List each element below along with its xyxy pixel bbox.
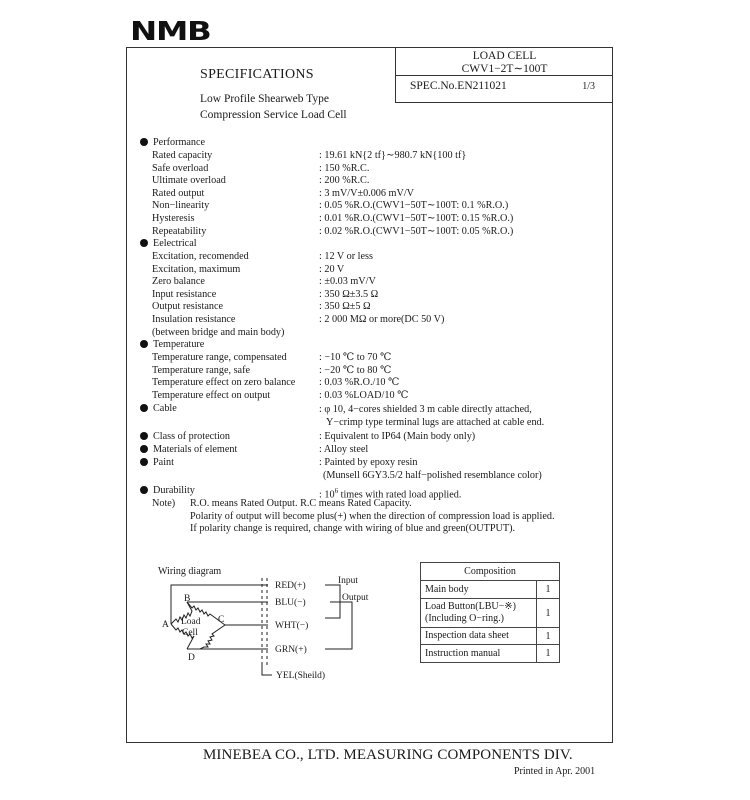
page-number: 1/3 bbox=[582, 81, 595, 92]
wiring-diagram bbox=[140, 570, 390, 685]
wiring-diagram-title: Wiring diagram bbox=[158, 566, 222, 577]
spec-label: Temperature range, compensated bbox=[152, 352, 287, 363]
spec-value: : 0.03 %LOAD/10 ℃ bbox=[319, 389, 409, 401]
bullet-icon bbox=[140, 486, 148, 494]
spec-number: SPEC.No.EN211021 bbox=[410, 80, 507, 92]
spec-label: Zero balance bbox=[152, 276, 205, 288]
node-b-label: B bbox=[184, 594, 191, 604]
spec-label: Excitation, recomended bbox=[152, 251, 249, 262]
red-wire-label: RED(+) bbox=[275, 581, 306, 591]
cable-value-2: Y−crimp type terminal lugs are attached at cable end. bbox=[326, 417, 545, 428]
materials-value: : Alloy steel bbox=[319, 444, 369, 455]
subtitle-line-2: Compression Service Load Cell bbox=[200, 109, 347, 121]
section-heading-paint: Paint bbox=[140, 457, 174, 469]
product-model: CWV1−2T∼100T bbox=[461, 63, 548, 75]
composition-qty: 1 bbox=[537, 628, 560, 645]
spec-value: : 0.02 %R.O.(CWV1−50T∼100T: 0.05 %R.O.) bbox=[319, 225, 514, 237]
note-label: Note) bbox=[152, 498, 176, 509]
subtitle-line-1: Low Profile Shearweb Type bbox=[200, 93, 329, 105]
spec-value: : 350 Ω±5 Ω bbox=[319, 301, 371, 313]
table-row bbox=[421, 628, 560, 645]
spec-label: Repeatability bbox=[152, 225, 207, 237]
section-heading-durability: Durability bbox=[140, 485, 195, 497]
wht-wire-label: WHT(−) bbox=[275, 621, 309, 631]
spec-label: Ultimate overload bbox=[152, 175, 226, 187]
note-line-2: Polarity of output will become plus(+) when the direction of compression load is applied. bbox=[190, 511, 555, 522]
spec-label: Rated capacity bbox=[152, 150, 213, 161]
nmb-logo: NMB bbox=[130, 17, 211, 47]
bullet-icon bbox=[140, 138, 148, 146]
spec-label: Non−linearity bbox=[152, 200, 210, 212]
bullet-icon bbox=[140, 445, 148, 453]
spec-label: Rated output bbox=[152, 187, 205, 199]
bullet-icon bbox=[140, 340, 148, 348]
bullet-icon bbox=[140, 432, 148, 440]
cable-value-1: : φ 10, 4−cores shielded 3 m cable directly attached, bbox=[319, 404, 532, 415]
table-row bbox=[421, 645, 560, 663]
protection-value: : Equivalent to IP64 (Main body only) bbox=[319, 431, 476, 442]
yel-wire-label: YEL(Sheild) bbox=[276, 671, 326, 681]
bullet-icon bbox=[140, 404, 148, 412]
wire-yel bbox=[262, 665, 272, 675]
section-heading-performance: Performance bbox=[140, 137, 205, 149]
spec-label: Temperature range, safe bbox=[152, 364, 250, 376]
composition-qty: 1 bbox=[537, 581, 560, 599]
product-type: LOAD CELL bbox=[472, 50, 537, 62]
section-heading-protection: Class of protection bbox=[140, 431, 230, 443]
spec-value: : 3 mV/V±0.006 mV/V bbox=[319, 187, 415, 199]
load-cell-label-1: Load bbox=[181, 617, 201, 627]
composition-qty: 1 bbox=[537, 599, 560, 628]
spec-value: : 350 Ω±3.5 Ω bbox=[319, 288, 379, 300]
spec-label: Insulation resistance bbox=[152, 314, 236, 325]
company-name: MINEBEA CO., LTD. MEASURING COMPONENTS DIV. bbox=[203, 747, 573, 763]
spec-value: : 2 000 MΩ or more(DC 50 V) bbox=[319, 314, 445, 325]
section-heading-cable: Cable bbox=[140, 403, 177, 415]
product-id-box bbox=[395, 47, 613, 103]
blu-wire-label: BLU(−) bbox=[275, 598, 306, 608]
page-title: SPECIFICATIONS bbox=[200, 67, 314, 82]
spec-label: (between bridge and main body) bbox=[152, 326, 285, 338]
spec-label: Temperature effect on zero balance bbox=[152, 377, 296, 389]
spec-label: Output resistance bbox=[152, 301, 224, 313]
composition-qty: 1 bbox=[537, 645, 560, 663]
spec-value: : 12 V or less bbox=[319, 251, 373, 262]
spec-label: Safe overload bbox=[152, 162, 209, 174]
spec-value: : ±0.03 mV/V bbox=[319, 276, 376, 288]
node-a-label: A bbox=[162, 620, 169, 630]
spec-value: : 150 %R.C. bbox=[319, 162, 370, 174]
printed-date: Printed in Apr. 2001 bbox=[514, 766, 596, 777]
spec-value: : 200 %R.C. bbox=[319, 175, 370, 187]
section-heading-electrical: Eelectrical bbox=[140, 238, 197, 250]
composition-item: Load Button(LBU−※) (Including O−ring.) bbox=[421, 599, 537, 628]
spec-value: : 19.61 kN{2 tf}∼980.7 kN{100 tf} bbox=[319, 150, 467, 161]
spec-value: : 0.05 %R.O.(CWV1−50T∼100T: 0.1 %R.O.) bbox=[319, 200, 509, 212]
spec-label: Excitation, maximum bbox=[152, 263, 241, 275]
spec-value: : −20 ℃ to 80 ℃ bbox=[319, 364, 392, 376]
section-heading-materials: Materials of element bbox=[140, 444, 237, 456]
spec-value: : −10 ℃ to 70 ℃ bbox=[319, 352, 392, 363]
node-c-label: C bbox=[218, 615, 225, 625]
durability-value: : $10^6$ times with rated load applied. bbox=[319, 487, 462, 501]
composition-header: Composition bbox=[421, 563, 560, 581]
input-label: Input bbox=[338, 576, 359, 586]
bullet-icon bbox=[140, 458, 148, 466]
spec-label: Input resistance bbox=[152, 288, 217, 300]
spec-value: : 20 V bbox=[319, 263, 345, 275]
grn-wire-label: GRN(+) bbox=[275, 645, 307, 655]
note-line-3: If polarity change is required, change with wiring of blue and green(OUTPUT). bbox=[190, 523, 516, 534]
product-header bbox=[396, 47, 613, 76]
output-label: Output bbox=[342, 593, 369, 603]
spec-label: Hysteresis bbox=[152, 213, 195, 224]
section-heading-temperature: Temperature bbox=[140, 339, 204, 351]
spec-value: : 0.01 %R.O.(CWV1−50T∼100T: 0.15 %R.O.) bbox=[319, 213, 514, 224]
note-line-1: R.O. means Rated Output. R.C means Rated Capacity. bbox=[190, 498, 412, 509]
table-row bbox=[421, 599, 560, 628]
paint-value-2: (Munsell 6GY3.5/2 half−polished resemblance color) bbox=[323, 470, 542, 481]
bullet-icon bbox=[140, 239, 148, 247]
composition-item: Inspection data sheet bbox=[421, 628, 537, 645]
composition-item: Main body bbox=[421, 581, 537, 599]
table-row bbox=[421, 581, 560, 599]
paint-value-1: : Painted by epoxy resin bbox=[319, 457, 418, 468]
wire-output-bracket bbox=[325, 602, 352, 649]
composition-table bbox=[420, 562, 560, 663]
load-cell-label-2: Cell bbox=[182, 628, 198, 638]
spec-label: Temperature effect on output bbox=[152, 389, 271, 401]
node-d-label: D bbox=[188, 653, 195, 663]
spec-value: : 0.03 %R.O./10 ℃ bbox=[319, 377, 400, 389]
subtitle bbox=[200, 91, 347, 123]
composition-item: Instruction manual bbox=[421, 645, 537, 663]
